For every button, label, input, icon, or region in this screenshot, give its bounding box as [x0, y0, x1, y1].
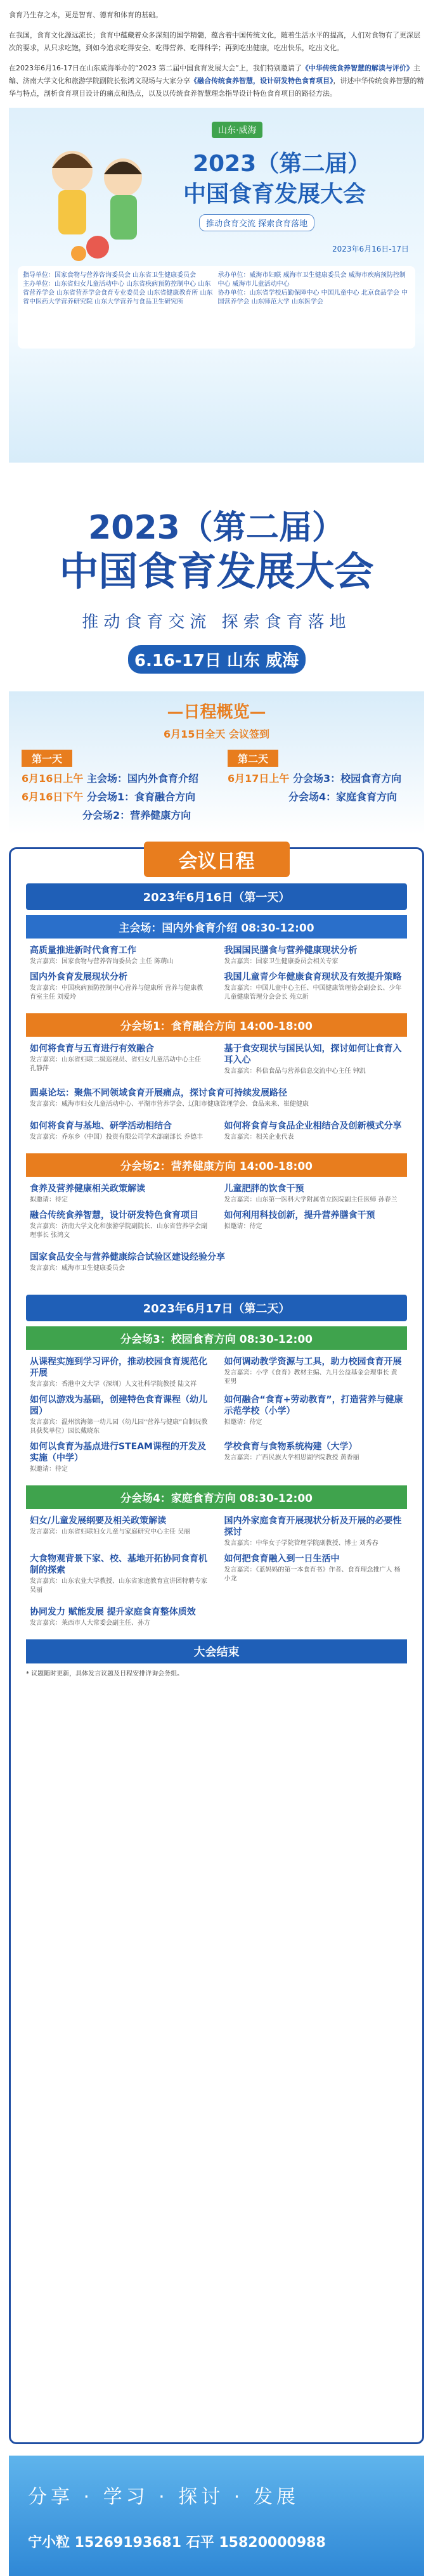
- agenda-title: 会议日程: [144, 842, 290, 877]
- organizers-left: 指导单位：国家食物与营养咨询委员会 山东省卫生健康委员会 主办单位：山东省妇女儿童活动中心 山东省疾病预防控制中心 山东省营养学会 山东省营养学会食育专业委员会 山东省健康教育所 山东省中医药大学营养研究院 山东大学营养与食品卫生研究所: [23, 272, 213, 305]
- agenda-item: [224, 1515, 404, 1548]
- footer-banner: [9, 2456, 424, 2576]
- item-title: 基于食安现状与国民认知，探讨如何让食育入耳入心: [224, 1044, 402, 1065]
- item-speaker: 发言嘉宾：香港中文大学（深圳）人文社科学院教授 陆文祥: [30, 1381, 197, 1388]
- overview-subtitle: 6月15日全天 会议签到: [164, 728, 269, 740]
- intro-text: 主编、济南大学文化和旅游学院副院长张鸿文: [9, 64, 420, 85]
- session-time: 08:30-12:00: [241, 922, 314, 935]
- overview-day1: [22, 750, 205, 822]
- row-time: 6月17日上午: [228, 772, 290, 785]
- item-speaker: 发言嘉宾：温州滨海第一幼儿园（幼儿园“营养与健康”自制玩教具获奖单位）园长戴晓东: [30, 1419, 208, 1435]
- agenda-item: [224, 1120, 404, 1142]
- overview-title: —日程概览—: [167, 703, 266, 722]
- item-speaker: 发言嘉宾：中国疾病预防控制中心营养与健康所 营养与健康教育室主任 刘爱玲: [30, 985, 204, 1001]
- item-title: 从课程实施到学习评价，推动校园食育规范化开展: [30, 1357, 207, 1378]
- closing-bar: 大会结束: [26, 1639, 407, 1663]
- session-4-bar: [26, 1485, 407, 1509]
- contact-info: [28, 2532, 326, 2551]
- location-badge: 山东·威海: [212, 122, 262, 138]
- session2-items: [26, 1177, 407, 1246]
- item-title: 儿童肥胖的饮食干预: [224, 1184, 304, 1194]
- day-label: 第一天: [22, 750, 72, 767]
- session-name: 主会场：国内外食育介绍: [119, 922, 238, 935]
- organizer-list: [18, 266, 415, 349]
- agenda-item-full: [26, 1601, 407, 1633]
- item-title: 融合传统食养智慧，设计研发特色食育项目: [30, 1210, 198, 1221]
- session4-items: [26, 1509, 407, 1601]
- item-title: 如何以食育为基点进行STEAM课程的开发及实施（中学）: [30, 1442, 206, 1463]
- session-name: 分会场1：食育融合方向: [120, 1020, 236, 1033]
- item-title: 如何把食育融入到一日生活中: [224, 1554, 340, 1564]
- day2-bar: 2023年6月17日（第二天）: [26, 1295, 407, 1321]
- item-title: 食养及营养健康相关政策解读: [30, 1184, 145, 1194]
- item-title: 大食物观背景下家、校、基地开拓协同食育机制的探索: [30, 1554, 207, 1575]
- main-items: [26, 939, 407, 1008]
- item-title: 如何将食育与基地、研学活动相结合: [30, 1121, 172, 1131]
- overview-day2: [228, 750, 411, 822]
- topic-highlight: 《融合传统食养智慧，设计研发特色食育项目》: [190, 77, 333, 85]
- children-illustration: [34, 133, 161, 266]
- item-title: 如何以游戏为基础，创建特色食育课程（幼儿园）: [30, 1395, 207, 1416]
- item-title: 如何调动教学资源与工具，助力校园食育开展: [224, 1357, 402, 1367]
- intro-paragraph-3: [9, 62, 424, 100]
- agenda-item: [30, 1515, 209, 1548]
- overview-row: [22, 771, 205, 785]
- session-time: 14:00-18:00: [239, 1160, 313, 1173]
- poster-title: 中国食育发展大会: [59, 548, 374, 594]
- poster-date: 6.16-17日 山东 威海: [128, 645, 306, 674]
- agenda-item: [30, 971, 209, 1002]
- agenda-item: [224, 1183, 404, 1205]
- item-title: 如何将食育与五育进行有效融合: [30, 1044, 154, 1054]
- conference-poster: [9, 463, 424, 835]
- banner-date: 2023年6月16日-17日: [332, 245, 409, 253]
- agenda-item: [30, 1120, 209, 1142]
- session-2-bar: [26, 1153, 407, 1177]
- agenda-item: [224, 945, 404, 966]
- item-speaker: 发言嘉宾：中华女子学院管理学院副教授、博士 刘秀春: [224, 1540, 378, 1547]
- intro-text: 现场与大家分享: [141, 77, 190, 85]
- item-speaker: 发言嘉宾：中国儿童中心主任、中国健康管理协会副会长、少年儿童健康管理分会会长 苑立新: [224, 985, 402, 1001]
- session-name: 分会场2：营养健康方向: [120, 1160, 236, 1173]
- poster-year: 2023（第二届）: [88, 509, 345, 547]
- agenda-item: [224, 1210, 404, 1240]
- item-speaker: 发言嘉宾：山东农业大学教授、山东省家庭教育宣讲团特聘专家 吴丽: [30, 1578, 207, 1594]
- agenda-item: [224, 1043, 404, 1076]
- banner-year: 2023（第二届）: [193, 151, 371, 177]
- intro-text: 在2023年6月16-17日在山东威海举办的“2023 第二届中国食育发展大会”上，我们特别邀请了: [9, 64, 302, 72]
- roundtable-forum: [26, 1082, 407, 1114]
- item-speaker: 发言嘉宾：威海市妇女儿童活动中心、平湖市营养学会、辽阳市健康管理学会、食品来来、崔健健康: [30, 1101, 309, 1108]
- session3-items: [26, 1350, 407, 1480]
- item-speaker: 拟邀请：待定: [224, 1223, 262, 1230]
- session-time: 08:30-12:00: [239, 1492, 313, 1505]
- item-title: 国内外家庭食育开展现状分析及开展的必要性探讨: [224, 1516, 402, 1537]
- item-speaker: 发言嘉宾：国家卫生健康委员会相关专家: [224, 958, 339, 965]
- item-speaker: 拟邀请：待定: [30, 1466, 68, 1473]
- session1-items-2: [26, 1114, 407, 1148]
- organizers-right: 承办单位：威海市妇联 威海市卫生健康委员会 威海市疾病预防控制中心 威海市儿童活动中心 协办单位：山东省学校后勤保障中心 中国儿童中心 北京食品学会 中国营养学会 山东师范大学 山东医学会: [217, 272, 408, 305]
- agenda-note: * 议题随时更新，具体发言议题及日程安排详询会务组。: [26, 1670, 184, 1677]
- day-label: 第二天: [228, 750, 278, 767]
- item-title: 妇女/儿童发展纲要及相关政策解读: [30, 1516, 167, 1526]
- item-speaker: 发言嘉宾：相关企业代表: [224, 1134, 294, 1141]
- agenda-item: [224, 1441, 404, 1474]
- agenda-item: [224, 1356, 404, 1389]
- item-speaker: 发言嘉宾：《蓝妈妈的第一本食育书》作者、食育理念推广人 杨小龙: [224, 1567, 401, 1582]
- item-title: 高质量推进新时代食育工作: [30, 945, 136, 956]
- intro-paragraph-2: 在我国，食育文化源远流长；食育中蕴藏着众多深刻的国学精髓，蕴含着中国传统文化，随着生活水平的提高，人们对食物有了更深层次的要求，从只求吃饱，到如今追求吃得安全、吃得营养、吃得科学；再到吃出健康，吃出快乐，吃出文化。: [9, 31, 420, 52]
- book-highlight: 《中华传统食养智慧的解读与评价》: [301, 64, 413, 72]
- session-3-bar: [26, 1326, 407, 1350]
- row-time: 6月16日上午: [22, 772, 84, 785]
- contact-2: 石平 15820000988: [186, 2535, 326, 2551]
- session-main-bar: [26, 915, 407, 939]
- overview-row: [228, 771, 411, 785]
- item-speaker: 发言嘉宾：小学《食育》教材主编、九月公益基金会理事长 黄亚男: [224, 1369, 397, 1385]
- footer-slogan: 分享 · 学习 · 探讨 · 发展: [28, 2486, 299, 2508]
- row-name: 主会场：国内外食育介绍: [86, 772, 198, 785]
- intro-paragraph-1: 食育乃生存之本，更是智育、德育和体育的基础。: [9, 11, 162, 19]
- item-title: 如何利用科技创新，提升营养膳食干预: [224, 1210, 375, 1221]
- item-speaker: 发言嘉宾：国家食物与营养咨询委员会 主任 陈萌山: [30, 958, 174, 965]
- session-name: 分会场4：家庭食育方向: [120, 1492, 236, 1505]
- overview-row: [228, 789, 411, 804]
- agenda-item: [30, 1043, 209, 1076]
- row-time: 6月16日下午: [22, 791, 84, 803]
- item-title: 圆桌论坛：聚焦不同领域食育开展痛点，探讨食育可持续发展路径: [30, 1088, 287, 1098]
- item-speaker: 拟邀请：待定: [224, 1419, 262, 1426]
- agenda-item: [30, 1553, 209, 1595]
- session-1-bar: [26, 1013, 407, 1037]
- agenda-item: [224, 971, 404, 1002]
- day1-bar: 2023年6月16日（第一天）: [26, 883, 407, 910]
- poster-slogan: 推动食育交流 探索食育落地: [82, 613, 351, 632]
- item-speaker: 发言嘉宾：广西民族大学相思湖学院教授 黄香丽: [224, 1454, 359, 1461]
- agenda-panel: [9, 847, 424, 2444]
- row-name: 分会场1：食育融合方向: [86, 791, 196, 803]
- item-speaker: 发言嘉宾：乔东乡（中国）投资有限公司学术部副部长 乔德丰: [30, 1134, 204, 1141]
- banner-title: 中国食育发展大会: [183, 181, 366, 207]
- agenda-item: [224, 1553, 404, 1595]
- item-title: 协同发力 赋能发展 提升家庭食育整体质效: [30, 1607, 196, 1617]
- row-name: 分会场2：营养健康方向: [82, 809, 191, 821]
- agenda-item: [30, 1394, 209, 1436]
- session1-items: [26, 1037, 407, 1082]
- item-speaker: 发言嘉宾：莱西市人大常委会副主任、孙方: [30, 1620, 150, 1627]
- agenda-item: [30, 945, 209, 966]
- item-title: 如何融合“食育+劳动教育”，打造营养与健康示范学校（小学）: [224, 1395, 403, 1416]
- item-title: 我国儿童青少年健康食育现状及有效提升策略: [224, 972, 402, 982]
- item-speaker: 发言嘉宾：济南大学文化和旅游学院副院长、山东省营养学会副理事长 张鸿文: [30, 1223, 207, 1239]
- item-title: 我国国民膳食与营养健康现状分析: [224, 945, 358, 956]
- row-name: 分会场4：家庭食育方向: [288, 791, 397, 803]
- session-time: 08:30-12:00: [239, 1333, 313, 1346]
- conference-banner: [9, 108, 424, 463]
- intro-section: [0, 0, 433, 100]
- agenda-item: [30, 1441, 209, 1474]
- overview-row: [22, 807, 205, 822]
- schedule-overview: [9, 691, 424, 835]
- item-title: 学校食育与食物系统构建（大学）: [224, 1442, 358, 1452]
- row-name: 分会场3：校园食育方向: [292, 772, 402, 785]
- item-speaker: 发言嘉宾：山东第一医科大学附属省立医院副主任医师 孙春兰: [224, 1196, 397, 1203]
- overview-row: [22, 789, 205, 804]
- session-name: 分会场3：校园食育方向: [120, 1333, 236, 1346]
- agenda-item: [30, 1356, 209, 1389]
- item-speaker: 发言嘉宾：威海市卫生健康委员会: [30, 1265, 125, 1272]
- item-title: 国家食品安全与营养健康综合试验区建设经验分享: [30, 1252, 225, 1262]
- banner-slogan: 推动食育交流 探索食育落地: [199, 214, 314, 231]
- item-speaker: 发言嘉宾：山东省妇联二级巡视员、省妇女儿童活动中心主任 孔静萍: [30, 1056, 201, 1072]
- intro-text: ，讲述中华传统食养智慧的精华与特点，剖析食育项目设计的痛点和热点，以及以传统食养智慧理念指导设计特色食育项目的路径方法。: [9, 77, 424, 98]
- agenda-item: [224, 1394, 404, 1436]
- agenda-item: [30, 1183, 209, 1205]
- agenda-item-full: [26, 1246, 407, 1278]
- item-title: 国内外食育发展现状分析: [30, 972, 127, 982]
- contact-1: 宁小粒 15269193681: [28, 2535, 182, 2551]
- item-title: 如何将食育与食品企业相结合及创新模式分享: [224, 1121, 402, 1131]
- agenda-item: [30, 1210, 209, 1240]
- session-time: 14:00-18:00: [239, 1020, 313, 1033]
- item-speaker: 发言嘉宾：山东省妇联妇女儿童与家庭研究中心主任 吴丽: [30, 1528, 191, 1535]
- item-speaker: 拟邀请：待定: [30, 1196, 68, 1203]
- item-speaker: 发言嘉宾：科信食品与营养信息交流中心主任 钟凯: [224, 1068, 366, 1075]
